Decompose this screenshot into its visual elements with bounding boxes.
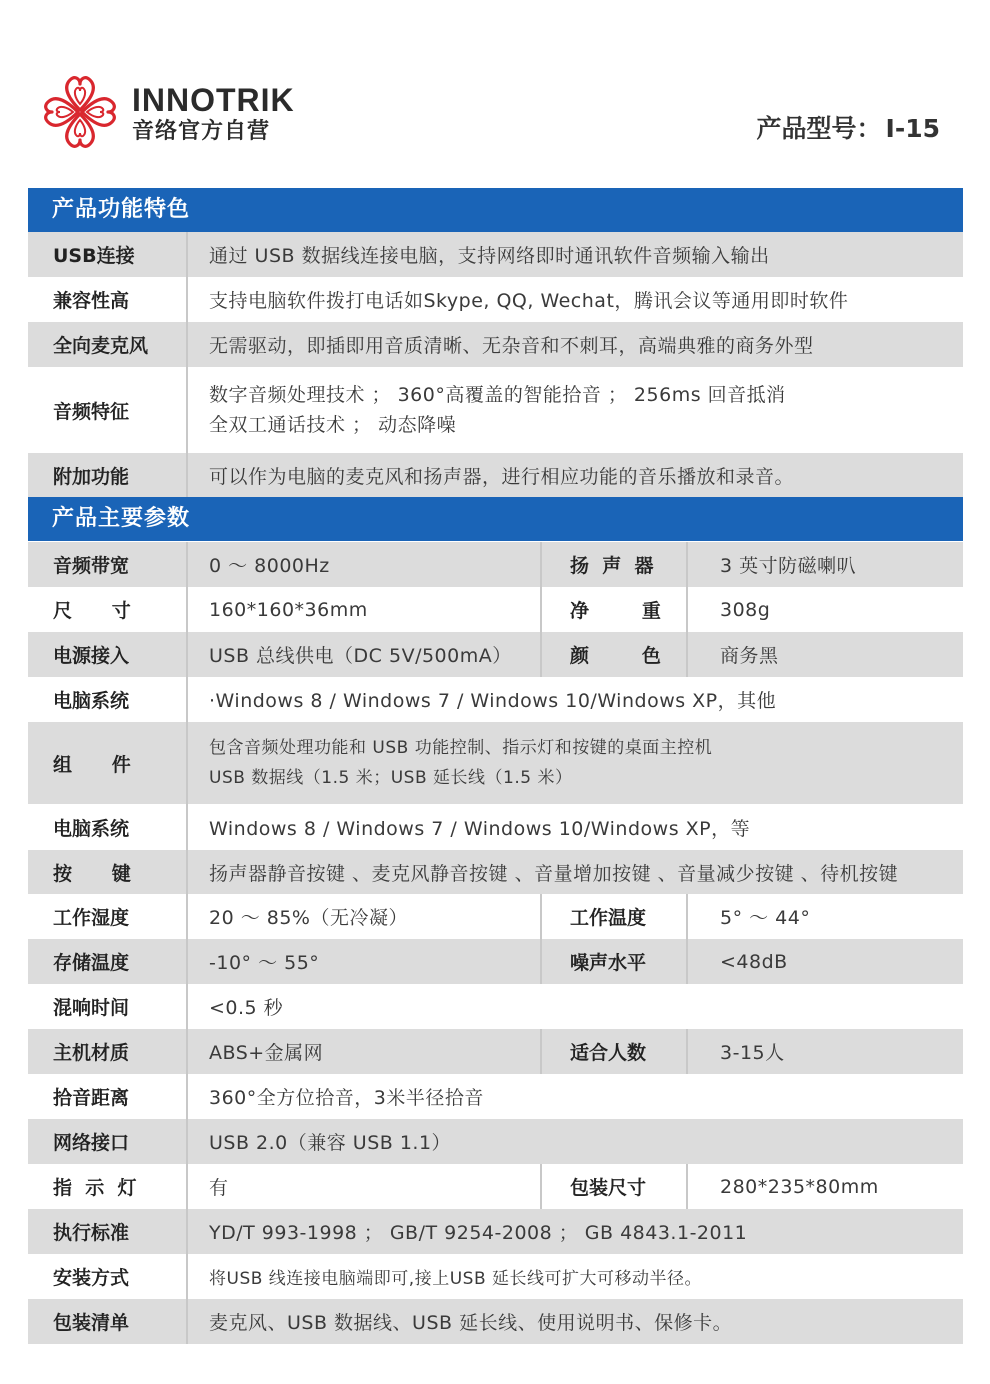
spec-key: 净 重 bbox=[542, 587, 688, 632]
spec-row bbox=[28, 587, 963, 632]
page-header bbox=[0, 0, 990, 188]
spec-row bbox=[28, 894, 963, 939]
spec-row bbox=[28, 1299, 963, 1344]
spec-row bbox=[28, 1254, 963, 1299]
spec-key: 执行标准 bbox=[28, 1209, 188, 1254]
spec-value: 有 bbox=[188, 1164, 542, 1209]
spec-key: 电源接入 bbox=[28, 632, 188, 677]
spec-row bbox=[28, 542, 963, 587]
spec-value: 5° ～ 44° bbox=[720, 907, 811, 929]
spec-value bbox=[188, 722, 963, 804]
spec-value-line: USB 数据线（1.5 米；USB 延长线（1.5 米） bbox=[209, 768, 573, 788]
spec-row bbox=[28, 1029, 963, 1074]
spec-value: Windows 8 / Windows 7 / Windows 10/Windows XP，等 bbox=[209, 817, 751, 840]
spec-key: 按 键 bbox=[28, 850, 188, 894]
feature-key: 音频特征 bbox=[28, 367, 188, 453]
spec-row bbox=[28, 984, 963, 1029]
spec-key: 尺 寸 bbox=[28, 587, 188, 632]
spec-key: 电脑系统 bbox=[28, 677, 188, 722]
feature-row bbox=[28, 453, 963, 497]
spec-value: USB 2.0（兼容 USB 1.1） bbox=[209, 1132, 452, 1154]
feature-row bbox=[28, 277, 963, 322]
spec-value: ABS+金属网 bbox=[188, 1029, 542, 1074]
feature-value: 支持电脑软件拨打电话如Skype, QQ, Wechat，腾讯会议等通用即时软件 bbox=[209, 290, 849, 312]
features-table bbox=[28, 232, 963, 497]
model-label: 产品型号： bbox=[756, 114, 882, 143]
spec-key: 包装尺寸 bbox=[542, 1164, 688, 1209]
spec-row bbox=[28, 939, 963, 984]
spec-key: 指 示 灯 bbox=[28, 1164, 188, 1209]
spec-key: 电脑系统 bbox=[28, 804, 188, 850]
spec-key: 适合人数 bbox=[542, 1029, 688, 1074]
spec-row bbox=[28, 677, 963, 722]
feature-row bbox=[28, 367, 963, 453]
spec-key: 工作湿度 bbox=[28, 894, 188, 939]
heart-clover-logo-icon bbox=[40, 70, 120, 154]
feature-row bbox=[28, 232, 963, 277]
spec-key: 拾音距离 bbox=[28, 1074, 188, 1119]
feature-key: 兼容性高 bbox=[28, 277, 188, 322]
spec-row bbox=[28, 1119, 963, 1164]
features-section-title: 产品功能特色 bbox=[28, 188, 963, 232]
brand-name: INNOTRIK bbox=[132, 82, 295, 118]
spec-row bbox=[28, 632, 963, 677]
spec-key: 组 件 bbox=[28, 722, 188, 804]
spec-value: 280*235*80mm bbox=[720, 1175, 879, 1198]
spec-key: 混响时间 bbox=[28, 984, 188, 1029]
spec-value: 商务黑 bbox=[720, 645, 779, 667]
feature-row bbox=[28, 322, 963, 367]
spec-value: 308g bbox=[720, 598, 771, 621]
spec-value: 扬声器静音按键 、麦克风静音按键 、音量增加按键 、音量减少按键 、待机按键 bbox=[209, 862, 899, 885]
spec-row bbox=[28, 850, 963, 894]
spec-value-line: 包含音频处理功能和 USB 功能控制、指示灯和按键的桌面主控机 bbox=[209, 738, 713, 758]
spec-key: 扬 声 器 bbox=[542, 542, 688, 587]
feature-key: 附加功能 bbox=[28, 453, 188, 497]
spec-key: 颜 色 bbox=[542, 632, 688, 677]
spec-value: 将USB 线连接电脑端即可,接上USB 延长线可扩大可移动半径。 bbox=[209, 1269, 703, 1289]
spec-value: 20 ～ 85%（无冷凝） bbox=[188, 894, 542, 939]
spec-key: 音频带宽 bbox=[28, 542, 188, 587]
spec-value: -10° ～ 55° bbox=[188, 939, 542, 984]
spec-key: 主机材质 bbox=[28, 1029, 188, 1074]
spec-key: 噪声水平 bbox=[542, 939, 688, 984]
spec-value: 3-15人 bbox=[720, 1042, 785, 1064]
spec-key: 包装清单 bbox=[28, 1299, 188, 1344]
spec-row bbox=[28, 1074, 963, 1119]
feature-key: USB连接 bbox=[28, 232, 188, 277]
specs-section-title: 产品主要参数 bbox=[28, 497, 963, 541]
spec-value: USB 总线供电（DC 5V/500mA） bbox=[188, 632, 542, 677]
spec-value: ·Windows 8 / Windows 7 / Windows 10/Windows XP，其他 bbox=[209, 690, 777, 712]
spec-value: 麦克风、USB 数据线、USB 延长线、使用说明书、保修卡。 bbox=[209, 1312, 733, 1334]
spec-value: 3 英寸防磁喇叭 bbox=[720, 555, 857, 577]
feature-value-line: 数字音频处理技术 ； 360°高覆盖的智能拾音 ； 256ms 回音抵消 bbox=[209, 384, 786, 406]
spec-row bbox=[28, 722, 963, 804]
spec-key: 安装方式 bbox=[28, 1254, 188, 1299]
feature-value bbox=[188, 367, 963, 453]
spec-value: <48dB bbox=[720, 950, 788, 973]
spec-value: YD/T 993-1998 ； GB/T 9254-2008 ； GB 4843.1-2011 bbox=[209, 1222, 748, 1244]
specs-table bbox=[28, 542, 963, 1344]
spec-key: 存储温度 bbox=[28, 939, 188, 984]
spec-row bbox=[28, 804, 963, 850]
spec-value: 0 ～ 8000Hz bbox=[188, 542, 542, 587]
model-value: I-15 bbox=[885, 114, 940, 143]
feature-value: 通过 USB 数据线连接电脑，支持网络即时通讯软件音频输入输出 bbox=[209, 245, 770, 267]
brand-subtitle: 音络官方自营 bbox=[132, 119, 271, 144]
spec-key: 网络接口 bbox=[28, 1119, 188, 1164]
feature-value-line: 全双工通话技术 ； 动态降噪 bbox=[209, 414, 457, 436]
feature-value: 可以作为电脑的麦克风和扬声器，进行相应功能的音乐播放和录音。 bbox=[209, 465, 795, 488]
spec-row bbox=[28, 1164, 963, 1209]
spec-value: <0.5 秒 bbox=[209, 997, 284, 1019]
spec-value: 160*160*36mm bbox=[188, 587, 542, 632]
model-number bbox=[757, 112, 940, 146]
spec-value: 360°全方位拾音，3米半径拾音 bbox=[209, 1087, 484, 1109]
spec-row bbox=[28, 1209, 963, 1254]
spec-key: 工作温度 bbox=[542, 894, 688, 939]
feature-value: 无需驱动，即插即用音质清晰、无杂音和不刺耳，高端典雅的商务外型 bbox=[209, 335, 814, 357]
feature-key: 全向麦克风 bbox=[28, 322, 188, 367]
